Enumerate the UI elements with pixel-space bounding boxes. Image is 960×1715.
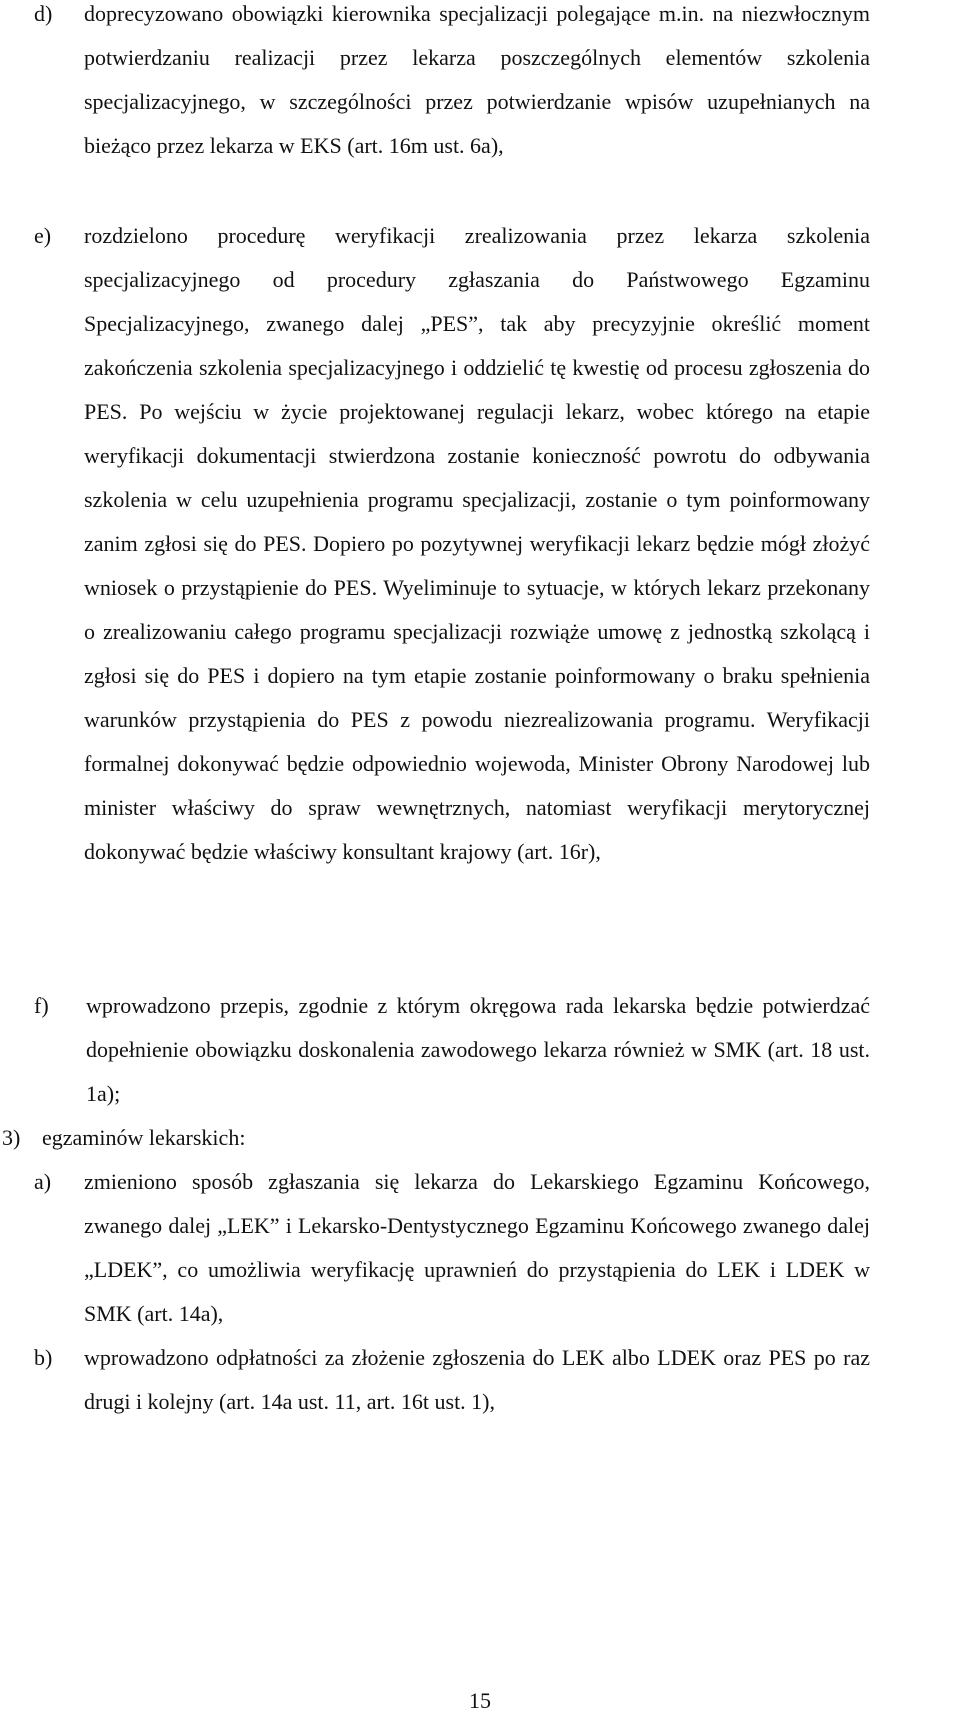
list-marker-d: d) xyxy=(34,1,53,26)
list-item-d-text: doprecyzowano obowiązki kierownika specjalizacji polegające m.in. na niezwłocznym potwierdzaniu realizacji przez lekarza poszczególnych elementów szkolenia specjalizacyjnego, w szczególności przez potwierdzanie wpisów uzupełnianych na bieżąco przez lekarza w EKS (art. 16m ust. 6a), xyxy=(84,1,870,158)
section-3 xyxy=(0,1116,870,1160)
list-marker-a: a) xyxy=(34,1169,52,1194)
list-item-f xyxy=(34,984,870,1116)
list-item-b-text: wprowadzono odpłatności za złożenie zgłoszenia do LEK albo LDEK oraz PES po raz drugi i kolejny (art. 14a ust. 11, art. 16t ust. 1), xyxy=(84,1345,870,1414)
list-marker-f: f) xyxy=(34,993,49,1018)
list-item-d xyxy=(34,0,870,168)
section-3-heading: egzaminów lekarskich: xyxy=(42,1125,246,1150)
list-item-e xyxy=(34,214,870,874)
list-item-f-text: wprowadzono przepis, zgodnie z którym okręgowa rada lekarska będzie potwierdzać dopełnienie obowiązku doskonalenia zawodowego lekarza również w SMK (art. 18 ust. 1a); xyxy=(86,993,870,1106)
list-marker-e: e) xyxy=(34,223,52,248)
page-number: 15 xyxy=(469,1688,491,1713)
list-item-a-text: zmieniono sposób zgłaszania się lekarza do Lekarskiego Egzaminu Końcowego, zwanego dalej „LEK” i Lekarsko-Dentystycznego Egzaminu Końcowego zwanego dalej „LDEK”, co umożliwia weryfikację uprawnień do przystąpienia do LEK i LDEK w SMK (art. 14a), xyxy=(84,1169,870,1326)
list-marker-b: b) xyxy=(34,1345,53,1370)
list-item-e-text: rozdzielono procedurę weryfikacji zrealizowania przez lekarza szkolenia specjalizacyjnego od procedury zgłaszania do Państwowego Egzaminu Specjalizacyjnego, zwanego dalej „PES”, tak aby precyzyjnie określić moment zakończenia szkolenia specjalizacyjnego i oddzielić tę kwestię od procesu zgłoszenia do PES. Po wejściu w życie projektowanej regulacji lekarz, wobec którego na etapie weryfikacji dokumentacji stwierdzona zostanie konieczność powrotu do odbywania szkolenia w celu uzupełnienia programu specjalizacji, zostanie o tym poinformowany zanim zgłosi się do PES. Dopiero po pozytywnej weryfikacji lekarz będzie mógł złożyć wniosek o przystąpienie do PES. Wyeliminuje to sytuacje, w których lekarz przekonany o zrealizowaniu całego programu specjalizacji rozwiąże umowę z jednostką szkolącą i zgłosi się do PES i dopiero na tym etapie zostanie poinformowany o braku spełnienia warunków przystąpienia do PES z powodu niezrealizowania programu. Weryfikacji formalnej dokonywać będzie odpowiednio wojewoda, Minister Obrony Narodowej lub minister właściwy do spraw wewnętrznych, natomiast weryfikacji merytorycznej dokonywać będzie właściwy konsultant krajowy (art. 16r), xyxy=(84,223,870,864)
list-item-b xyxy=(34,1336,870,1424)
list-item-a xyxy=(34,1160,870,1336)
section-3-marker: 3) xyxy=(2,1125,21,1150)
